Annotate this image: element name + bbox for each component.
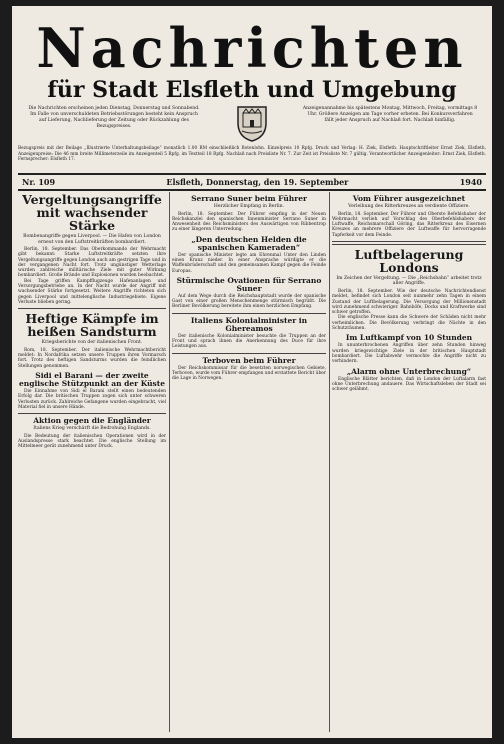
issue-date: Elsfleth, Donnerstag, den 19. September	[166, 177, 349, 187]
town-crest-icon	[234, 103, 270, 143]
subheadline: Bombenangriffe gegen Liverpool. — Die Hafen von London erneut von den Luftstreitkräften bombardiert.	[23, 234, 161, 245]
column-divider	[329, 192, 330, 732]
subheadline: Herzlicher Empfang in Berlin.	[213, 204, 285, 209]
headline: Heftige Kämpfe im heißen Sandsturm	[25, 311, 159, 340]
issue-year: 1940	[459, 177, 482, 187]
headline: „Alarm ohne Unterbrechung“	[346, 366, 472, 376]
headline: Aktion gegen die Engländer	[33, 416, 151, 426]
article-text: Rom, 18. September. Der italienische Wehrmachtbericht meldet: In Nordafrika setzen unsere Truppen ihren Vormarsch fort. Trotz des heftigen Sandsturms wurden die feindlichen Stellungen genommen.	[18, 347, 166, 369]
divider	[172, 313, 326, 314]
article-text: Der Reichskommissar für die besetzten norwegischen Gebiete, Terboven, wurde vom Führer empfangen und erstattete Bericht über die Lage in Norwegen.	[172, 365, 326, 382]
subheadline: Im Zeichen der Vergeltung. — Die „Reichsbahn“ arbeitet trotz aller Angriffe.	[336, 275, 482, 287]
headline: „Den deutschen Helden die spanischen Kameraden“	[191, 234, 307, 252]
headline: Im Luftkampf von 10 Stunden	[345, 333, 473, 343]
divider	[18, 413, 166, 414]
masthead-title: Nachrichten	[36, 16, 468, 80]
article-text: Berlin, 18. September. Das Oberkommando der Wehrmacht gibt bekannt: Starke Luftstreitkräfte setzten ihre Vergeltungsangriffe gegen London auch am gestrigen Tage und in der vergangenen Nacht fort. Trotz ungünstiger Wetterlage wurden zahlreiche militärische Ziele mit guter Wirkung bombardiert. Große Brände und Explosionen wurden beobachtet.	[18, 247, 166, 279]
column-left	[18, 192, 166, 738]
subheadline: Verleihung des Ritterkreuzes an verdiente Offiziere.	[348, 204, 470, 209]
article-text: Auf dem Wege durch die Reichshauptstadt wurde der spanische Gast von einer großen Menschenmenge stürmisch begrüßt. Die Berliner Bevölkerung bereitete ihm einen herzlichen Empfang.	[172, 293, 326, 310]
divider	[172, 353, 326, 354]
article-text: Bei Tage griffen Kampfflugzeuge Hafenanlagen und Versorgungsbetriebe an. In der Nacht wurde der Angriff mit wachsender Stärke fortgesetzt. Weitere Angriffe richteten sich gegen Liverpool und mittelenglische Industriegebiete. Eigene Verluste blieben gering.	[18, 278, 166, 305]
article-text: Die Bedeutung der italienischen Operationen wird in der Auslandspresse stark beachtet. Die englische Stellung im Mittelmeer gerät zunehmend unter Druck.	[18, 433, 166, 450]
headline: Italiens Kolonialminister in Ghereamos	[190, 315, 308, 333]
divider	[18, 308, 166, 309]
headline: Stürmische Ovationen für Serrano Suner	[176, 275, 322, 293]
headline: Luftbelagerung Londons	[354, 246, 464, 275]
subheadline: Italiens Krieg verschärft die Bedrohung Englands.	[33, 426, 151, 432]
divider	[332, 241, 486, 245]
newspaper-page	[12, 6, 492, 738]
advertising-info: Anzeigenannahme bis spätestens Montag, Mittwoch, Freitag, vormittags 8 Uhr. Größere Anzeigen am Tage vorher erbeten. Bei Konkursverfahren fällt jeder Anspruch auf Nachlaß fort. Nachlaß hinfällig.	[302, 106, 478, 123]
headline: Vom Führer ausgezeichnet	[352, 194, 466, 203]
article-text: Der italienische Kolonialminister besuchte die Truppen an der Front und sprach ihnen die Anerkennung des Duce für ihre Leistungen aus.	[172, 333, 326, 350]
article-text: Englische Blätter berichten, daß in London der Luftalarm fast ohne Unterbrechung andauere. Das Wirtschaftsleben der Stadt sei schwer gelähmt.	[332, 376, 486, 393]
headline: Serrano Suner beim Führer	[191, 194, 307, 203]
article-text: Berlin, 18. September. Der Führer und Oberste Befehlshaber der Wehrmacht verlieh auf Vorschlag des Oberbefehlshabers der Luftwaffe, Reichsmarschall Göring, das Ritterkreuz des Eisernen Kreuzes an mehrere Offiziere der Luftwaffe für hervorragende Tapferkeit vor dem Feinde.	[332, 211, 486, 238]
subheadline: Kriegsberichte von der italienischen Front.	[41, 340, 143, 346]
article-text: Berlin, 18. September. Der Führer empfing in der Neuen Reichskanzlei den spanischen Innenminister Serrano Suner in Anwesenheit des Reichsministers des Auswärtigen von Ribbentrop zu einer längeren Unterredung.	[172, 211, 326, 233]
article-text: Die englische Presse kann die Schwere der Schäden nicht mehr verheimlichen. Die Bevölkerung verbringt die Nächte in den Schutzräumen.	[332, 315, 486, 332]
column-right	[332, 192, 486, 738]
article-text: In ununterbrochenen Angriffen über zehn Stunden hinweg wurden kriegswichtige Ziele in der britischen Hauptstadt bombardiert. Die Luftabwehr vermochte die Angriffe nicht zu verhindern.	[332, 343, 486, 365]
masthead-subtitle: für Stadt Elsfleth und Umgebung	[47, 77, 457, 103]
headline: Sidi el Barani — der zweite englische Stützpunkt an der Küste	[18, 370, 166, 388]
subscription-info: Die Nachrichten erscheinen jeden Dienstag, Donnerstag und Sonnabend. Im Falle von unverschuldeten Betriebsstörungen besteht kein Anspruch auf Lieferung, Nachlieferung der Zeitung oder Rückzahlung des Bezugspreises.	[28, 106, 200, 129]
article-text: Berlin, 18. September. Wie der deutsche Nachrichtendienst meldet, befindet sich London seit nunmehr zehn Tagen in einem Zustand der Luftbelagerung. Die Versorgung der Millionenstadt wird zunehmend schwieriger. Bahnhöfe, Docks und Kraftwerke sind schwer getroffen.	[332, 288, 486, 316]
article-text: Die Einnahme von Sidi el Barani stellt einen bedeutenden Erfolg dar. Die britischen Truppen zogen sich unter schweren Verlusten zurück. Zahlreiche Gefangene wurden eingebracht, viel Material fiel in unsere Hände.	[18, 388, 166, 410]
masthead	[12, 6, 492, 102]
article-text: Der spanische Minister legte am Ehrenmal Unter den Linden einen Kranz nieder. In einer Ansprache würdigte er die Waffenbrüderschaft und den gemeinsamen Kampf gegen die Feinde Europas.	[172, 252, 326, 274]
headline: Terboven beim Führer	[202, 355, 296, 365]
publisher-info: Bezugspreis mit der Beilage „Illustrierte Unterhaltungsbeilage“ monatlich 1.00 RM einschließlich Botenlohn. Einzelpreis 10 Rpfg. Druck und Verlag: H. Ziek, Elsfleth. Hauptschriftleiter Ernst Ziek, Elsfleth. Anzeigenpreise: Die 46 mm breite Millimeterzeile im Anzeigenteil 5 Rpfg. im Textteil 18 Rpfg. Nachlaß nach Preisliste Nr. 7. Zur Zeit ist Preisliste Nr. 7 gültig. Verantwortlicher Anzeigenleiter: Ernst Ziek, Elsfleth. Fernsprecher: Elsfleth 17.	[18, 146, 486, 162]
issue-number: Nr. 109	[22, 177, 56, 187]
column-middle	[172, 192, 326, 738]
headline: Vergeltungsangriffe mit wachsender Stärke	[22, 192, 162, 233]
date-bar	[18, 173, 486, 191]
column-divider	[169, 192, 170, 732]
